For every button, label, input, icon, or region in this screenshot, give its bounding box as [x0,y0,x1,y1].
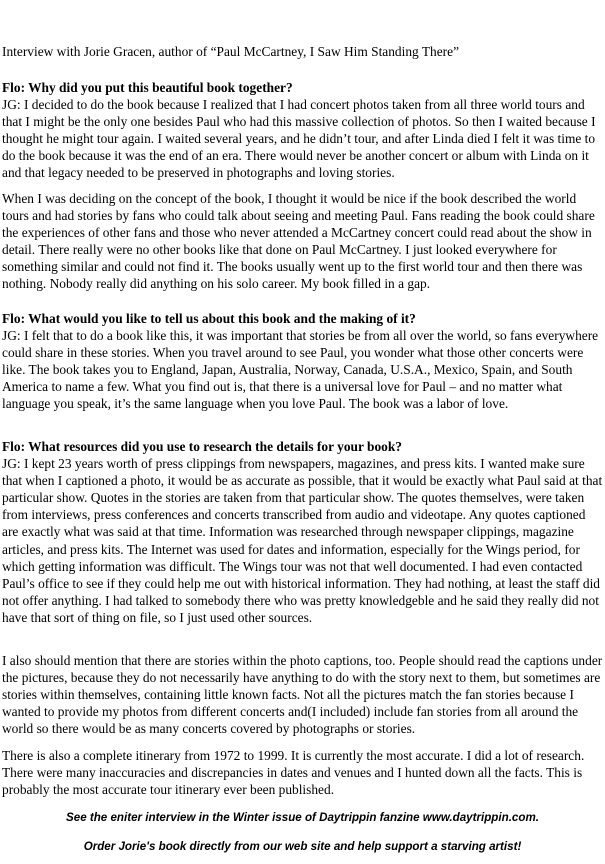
section-3 [2,438,603,626]
answer-2-paragraph-1: JG: I felt that to do a book like this, it was important that stories be from all over the world, so fans everywhere could share in these stories. When you travel around to see Paul, you wonder what those other concerts were like. The book takes you to England, Japan, Australia, Norway, Canada, U.S.A., Mexico, Spain, and South America to name a few. What you find out is, that there is a universal love for Paul – and no matter what language you speak, it’s the same language when you love Paul. The book was a labor of love. [2,328,599,412]
page-title: Interview with Jorie Gracen, author of “Paul McCartney, I Saw Him Standing There” [2,44,460,59]
section-1 [2,79,603,182]
answer-3-paragraph-2: I also should mention that there are stories within the photo captions, too. People should read the captions under the pictures, because they do not necessarily have anything to do with the story next to them, but sometimes are stories within themselves, containing little known facts. Not all the pictures match the fan stories because I wanted to provide my photos from different concerts and(I included) include fan stories from all around the world so there would be as many concerts covered by photographs or stories. [2,653,603,737]
question-3: Flo: What resources did you use to research the details for your book? [2,439,402,454]
footer-interview-note: See the eniter interview in the Winter issue of Daytrippin fanzine www.daytrippin.com. [66,811,539,824]
question-2: Flo: What would you like to tell us about this book and the making of it? [2,311,416,326]
section-2 [2,310,603,413]
section-3-itinerary [2,747,603,798]
answer-1-paragraph-2: When I was deciding on the concept of the book, I thought it would be nice if the book described the world tours and had stories by fans who could talk about seeing and meeting Paul. Fans reading the book could share the experiences of other fans and those who never attended a McCartney concert could read about the show in detail. There really were no other books like that done on Paul McCartney. I just looked everywhere for something similar and could not find it. The books usually went up to the first world tour and then there was nothing. Nobody really did anything on his solo career. My book filled in a gap. [2,191,595,292]
question-1: Flo: Why did you put this beautiful book together? [2,80,293,95]
footer-order-note: Order Jorie's book directly from our web site and help support a starving artist! [83,840,522,853]
answer-3-paragraph-1: JG: I kept 23 years worth of press clippings from newspapers, magazines, and press kits. I wanted make sure that when I captioned a photo, it would be as accurate as possible, that it would be exactly what Paul said at that particular show. Quotes in the stories are taken from that particular show. The quotes themselves, were taken from interviews, press conferences and concerts transcribed from audio and videotape. Any quotes captioned are exactly what was said at that time. Information was researched through newspaper clippings, magazine articles, and press kits. The Internet was used for dates and information, especially for the Wings period, for which getting information was difficult. The Wings tour was not that well documented. I had even contacted Paul’s office to see if they could help me out with historical information. They had nothing, at least the staff did not offer anything. I had talked to somebody there who was pretty knowledgeble and he said they really did not have that sort of thing on file, so I just used other sources. [2,456,603,625]
section-3-continued [2,652,603,737]
section-1-continued [2,190,603,293]
answer-1-paragraph-1: JG: I decided to do the book because I realized that I had concert photos taken from all three world tours and that I might be the only one besides Paul who had this massive collection of photos. So then I waited because I thought he might tour again. I waited several years, and he didn’t tour, and after Linda died I felt it was time to do the book because it was the end of an era. There would never be another concert or album with Linda on it and that legacy needed to be preserved in photographs and loving stories. [2,97,596,181]
answer-3-paragraph-3: There is also a complete itinerary from 1972 to 1999. It is currently the most accurate. I did a lot of research. There were many inaccuracies and discrepancies in dates and venues and I hunted down all the facts. This is probably the most accurate tour itinerary ever been published. [2,748,585,798]
